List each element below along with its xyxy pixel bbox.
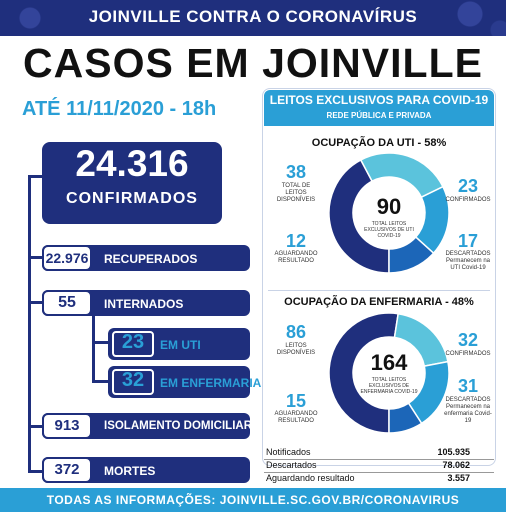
icu-discarded-note: Permanecem na UTI Covid-19 [445,258,491,271]
ward-number: 32 [121,369,145,391]
icu-confirmed-number: 23 [457,176,479,196]
isolation-number: 913 [42,413,92,439]
ward-discarded-note: Permanecem na enfermaria Covid-19 [444,404,492,424]
icu-awaiting-number: 12 [285,231,307,251]
icu-discarded-number: 17 [457,231,479,251]
banner-title: JOINVILLE CONTRA O CORONAVÍRUS [88,7,418,26]
icu-discarded-label: DESCARTADOS [445,251,491,257]
awaiting-value: 3.557 [447,473,470,483]
recovered-label: RECUPERADOS [104,252,198,266]
icu-total-number: 90 [376,194,402,219]
notified-value: 105.935 [437,447,470,457]
ward-awaiting-label: AGUARDANDO RESULTADO [274,411,318,424]
beds-subtitle: REDE PÚBLICA E PRIVADA [326,111,432,120]
icu-number: 23 [121,331,145,353]
beds-title: LEITOS EXCLUSIVOS PARA COVID-19 [269,93,489,107]
table-row [264,460,494,473]
ward-occupancy-title: OCUPAÇÃO DA ENFERMARIA - 48% [284,296,474,308]
confirmed-label: CONFIRMADOS [66,190,198,207]
table-row [264,473,494,485]
ward-confirmed-label: CONFIRMADOS [445,351,491,357]
page-title: CASOS EM JOINVILLE [23,40,483,86]
table-row [264,447,494,460]
donut-slice-confirmed [361,153,443,197]
recovered-number: 22.976 [42,245,92,271]
deaths-label: MORTES [104,464,156,478]
icu-available-number: 38 [285,162,307,182]
ward-available-label: LEITOS DISPONÍVEIS [276,343,316,356]
tree-connector [92,312,95,382]
ward-discarded-number: 31 [457,376,479,396]
ward-confirmed-number: 32 [457,330,479,350]
ward-available-number: 86 [285,322,307,342]
icu-available-label: TOTAL DE LEITOS DISPONÍVEIS [276,183,316,203]
icu-confirmed-label: CONFIRMADOS [445,197,491,203]
tree-connector [28,175,31,473]
footer-link-text[interactable]: TODAS AS INFORMAÇÕES: JOINVILLE.SC.GOV.BR/CORONAVIRUS [46,493,460,507]
hospitalized-label: INTERNADOS [104,297,184,311]
icu-awaiting-label: AGUARDANDO RESULTADO [274,251,318,264]
hospitalized-number: 55 [42,290,92,316]
icu-total-label: TOTAL LEITOS EXCLUSIVOS DE UTI COVID-19 [364,221,414,239]
discarded-label: Descartados [266,460,317,470]
ward-total-label: TOTAL LEITOS EXCLUSIVOS DE ENFERMARIA COVID-19 [360,377,418,395]
ward-label: EM ENFERMARIA [160,376,262,390]
date-label: ATÉ 11/11/2020 - 18h [22,98,217,120]
confirmed-number: 24.316 [75,143,189,184]
ward-discarded-label: DESCARTADOS [445,397,491,403]
icu-occupancy-title: OCUPAÇÃO DA UTI - 58% [311,137,447,149]
ward-awaiting-number: 15 [285,391,307,411]
section-divider [268,290,490,291]
ward-total-number: 164 [370,350,408,375]
isolation-label: ISOLAMENTO DOMICILIAR [104,420,253,432]
notified-label: Notificados [266,447,311,457]
awaiting-label: Aguardando resultado [266,473,355,483]
discarded-value: 78.062 [442,460,470,470]
deaths-number: 372 [42,457,92,483]
icu-label: EM UTI [160,338,201,352]
